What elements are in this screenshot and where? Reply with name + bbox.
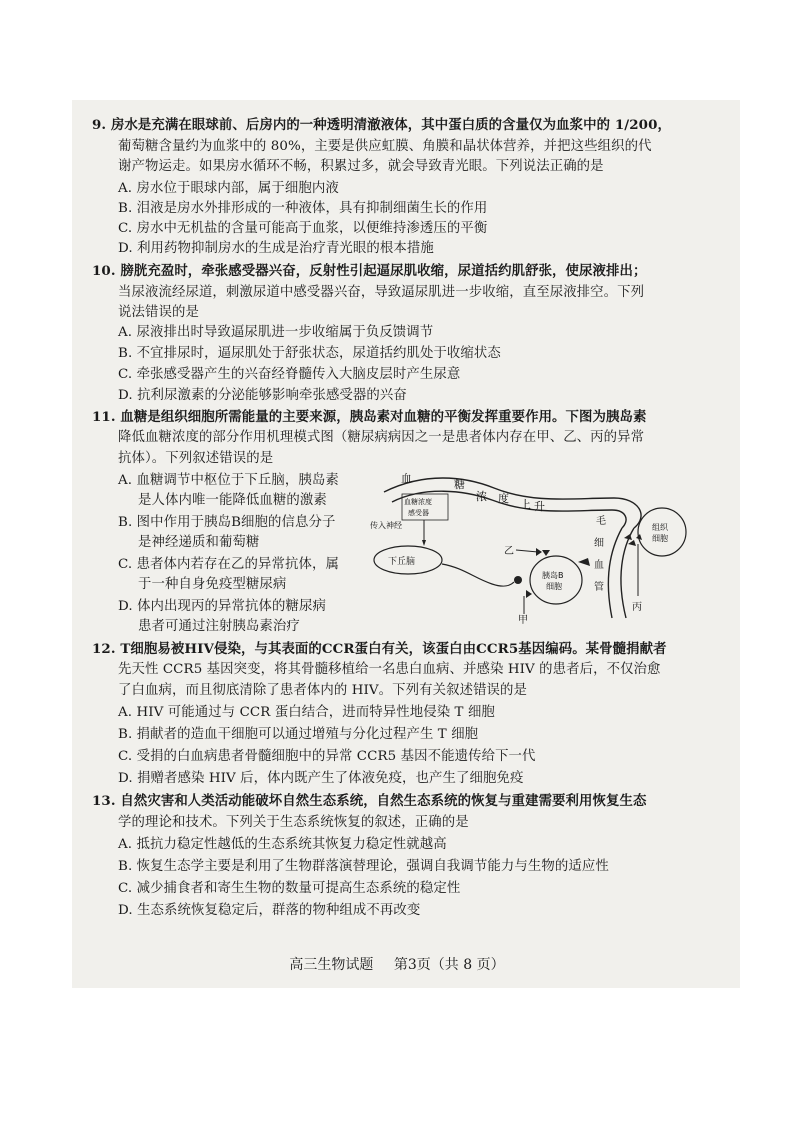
q12-option-d: D. 捐赠者感染 HIV 后，体内既产生了体液免疫，也产生了细胞免疫 <box>118 771 524 786</box>
synapse-dot <box>514 576 522 584</box>
q10-option-d: D. 抗利尿激素的分泌能够影响牵张感受器的兴奋 <box>118 388 407 403</box>
q9-stem-line-2: 葡萄糖含量约为血浆中的 80%，主要是供应虹膜、角膜和晶状体营养，并把这些组织的代 <box>118 139 652 154</box>
receptor-label-2: 感受器 <box>408 509 429 517</box>
vessel-right-inner <box>608 528 622 618</box>
q10-option-a: A. 尿液排出时导致逼尿肌进一步收缩属于负反馈调节 <box>118 325 434 340</box>
q9-option-a: A. 房水位于眼球内部，属于细胞内液 <box>118 181 339 196</box>
insulin-release-1 <box>578 558 590 566</box>
vessel-label-2: 糖 <box>454 478 465 491</box>
q10-stem-line-2: 当尿液流经尿道，刺激尿道中感受器兴奋，导致逼尿肌进一步收缩，直至尿液排空。下列 <box>118 285 645 300</box>
q11-option-d: D. 体内出现丙的异常抗体的糖尿病 <box>118 599 326 614</box>
vessel-label-5: 上 <box>520 498 531 511</box>
hypothalamus-label: 下丘脑 <box>388 557 416 567</box>
q11-option-c-cont: 于一种自身免疫型糖尿病 <box>138 577 287 592</box>
tissue-label-2: 细胞 <box>652 534 668 543</box>
vessel-label-6: 升 <box>534 500 545 513</box>
q12-option-b: B. 捐献者的造血干细胞可以通过增殖与分化过程产生 T 细胞 <box>118 727 479 742</box>
jia-label: 甲 <box>518 615 528 624</box>
insulin-mechanism-diagram <box>364 468 694 624</box>
q9-option-b: B. 泪液是房水外排形成的一种液体，具有抑制细菌生长的作用 <box>118 201 488 216</box>
bing-label: 丙 <box>632 602 642 613</box>
insulin-dot-2 <box>628 540 636 546</box>
q10-option-c: C. 牵张感受器产生的兴奋经脊髓传入大脑皮层时产生尿意 <box>118 367 461 382</box>
receptor-yi-notch <box>542 550 550 556</box>
islet-label-1: 胰岛B <box>542 571 564 580</box>
capillary-label-4: 管 <box>594 582 604 593</box>
yi-arrowhead <box>536 548 542 556</box>
q13-option-d: D. 生态系统恢复稳定后，群落的物种组成不再改变 <box>118 903 421 918</box>
capillary-label-3: 血 <box>594 560 604 571</box>
islet-b-cell-shape <box>530 556 582 604</box>
vessel-label-1: 血 <box>401 472 412 485</box>
q9-option-d: D. 利用药物抑制房水的生成是治疗青光眼的根本措施 <box>118 241 434 256</box>
q10-option-b: B. 不宜排尿时，逼尿肌处于舒张状态，尿道括约肌处于收缩状态 <box>118 346 501 361</box>
page-footer <box>0 956 794 974</box>
q11-option-c: C. 患者体内若存在乙的异常抗体，属 <box>118 557 339 572</box>
q11-option-b: B. 图中作用于胰岛B细胞的信息分子 <box>118 515 336 530</box>
efferent-nerve <box>442 564 514 586</box>
q11-option-b-cont: 是神经递质和葡萄糖 <box>138 535 260 550</box>
q10-stem-line-1: 10. 膀胱充盈时，牵张感受器兴奋，反射性引起逼尿肌收缩，尿道括约肌舒张，使尿液排出； <box>92 263 647 279</box>
yi-arrow-line <box>516 550 538 552</box>
q13-option-b: B. 恢复生态学主要是利用了生物群落演替理论，强调自我调节能力与生物的适应性 <box>118 859 609 874</box>
q9-option-c: C. 房水中无机盐的含量可能高于血浆，以便维持渗透压的平衡 <box>118 221 488 236</box>
q11-stem-line-3: 抗体）。下列叙述错误的是 <box>118 451 274 466</box>
q11-stem-line-2: 降低血糖浓度的部分作用机理模式图（糖尿病病因之一是患者体内存在甲、乙、丙的异常 <box>118 430 645 445</box>
q9-stem-line-1: 9. 房水是充满在眼球前、后房内的一种透明清澈液体，其中蛋白质的含量仅为血浆中的 1/200， <box>92 117 672 133</box>
islet-label-2: 细胞 <box>546 582 562 591</box>
q9-stem-line-3: 谢产物运走。如果房水循环不畅，积累过多，就会导致青光眼。下列说法正确的是 <box>118 159 604 174</box>
q13-option-a: A. 抵抗力稳定性越低的生态系统其恢复力稳定性就越高 <box>118 837 447 852</box>
receptor-label-1: 血糖浓度 <box>404 498 432 506</box>
afferent-arrowhead <box>422 540 426 546</box>
vessel-label-4: 度 <box>498 492 509 505</box>
vessel-label-3: 浓 <box>476 490 487 503</box>
tissue-cell-shape <box>638 508 686 556</box>
q13-option-c: C. 减少捕食者和寄生生物的数量可提高生态系统的稳定性 <box>118 881 461 896</box>
capillary-label-1: 毛 <box>596 516 606 527</box>
q11-stem-line-1: 11. 血糖是组织细胞所需能量的主要来源，胰岛素对血糖的平衡发挥重要作用。下图为胰岛素 <box>92 409 647 425</box>
tissue-label-1: 组织 <box>652 523 668 532</box>
q12-stem-line-1: 12. T细胞易被HIV侵染，与其表面的CCR蛋白有关，该蛋白由CCR5基因编码。某骨髓捐献者 <box>92 641 667 657</box>
q12-option-c: C. 受捐的白血病患者骨髓细胞中的异常 CCR5 基因不能遗传给下一代 <box>118 749 536 764</box>
q13-stem-line-1: 13. 自然灾害和人类活动能破坏自然生态系统，自然生态系统的恢复与重建需要利用恢复生态 <box>92 793 647 809</box>
q12-stem-line-3: 了白血病，而且彻底清除了患者体内的 HIV。下列有关叙述错误的是 <box>118 683 528 698</box>
yi-label: 乙 <box>504 546 514 557</box>
receptor-jia-notch <box>526 590 532 598</box>
q10-stem-line-3: 说法错误的是 <box>118 305 199 320</box>
q12-option-a: A. HIV 可能通过与 CCR 蛋白结合，进而特异性地侵染 T 细胞 <box>118 705 495 720</box>
footer-page-number: 第3页（共 8 页） <box>393 957 505 973</box>
q12-stem-line-2: 先天性 CCR5 基因突变，将其骨髓移植给一名患白血病、并感染 HIV 的患者后，不仅治愈 <box>118 662 661 677</box>
q11-option-d-cont: 患者可通过注射胰岛素治疗 <box>138 619 300 634</box>
q11-option-a: A. 血糖调节中枢位于下丘脑，胰岛素 <box>118 473 339 488</box>
q11-option-a-cont: 是人体内唯一能降低血糖的激素 <box>138 493 327 508</box>
footer-subject: 高三生物试题 <box>289 957 374 973</box>
afferent-nerve-label: 传入神经 <box>370 521 402 530</box>
q13-stem-line-2: 学的理论和技术。下列关于生态系统恢复的叙述，正确的是 <box>118 815 469 830</box>
capillary-label-2: 细 <box>594 538 604 549</box>
